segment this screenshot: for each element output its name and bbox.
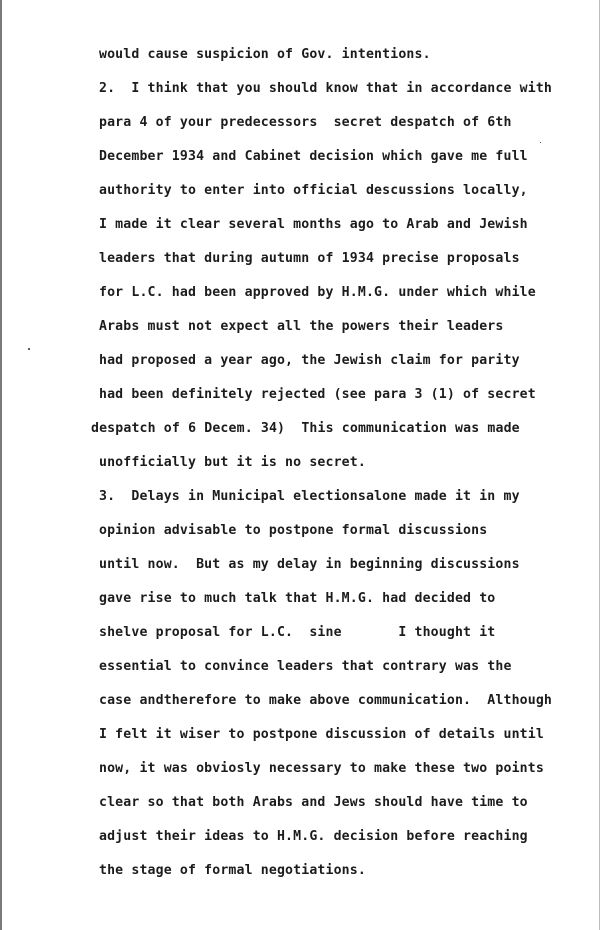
text-line: now, it was obviosly necessary to make these two points xyxy=(99,761,544,776)
text-line: had proposed a year ago, the Jewish claim for parity xyxy=(99,353,520,368)
text-line: opinion advisable to postpone formal discussions xyxy=(99,523,488,538)
text-line: 3. Delays in Municipal electionsalone made it in my xyxy=(99,489,520,504)
text-line: case andtherefore to make above communication. Although xyxy=(99,693,553,708)
text-line: Arabs must not expect all the powers their leaders xyxy=(99,319,504,334)
text-line: 2. I think that you should know that in accordance with xyxy=(99,81,553,96)
text-line: para 4 of your predecessors secret despatch of 6th xyxy=(99,115,512,130)
text-line: essential to convince leaders that contrary was the xyxy=(99,659,512,674)
text-line: authority to enter into official descussions locally, xyxy=(99,183,528,198)
scan-speck xyxy=(540,142,541,143)
text-line: clear so that both Arabs and Jews should have time to xyxy=(99,795,528,810)
text-line: December 1934 and Cabinet decision which gave me full xyxy=(99,149,528,164)
text-line: had been definitely rejected (see para 3 (1) of secret xyxy=(99,387,536,402)
text-line: would cause suspicion of Gov. intentions. xyxy=(99,47,431,62)
page-left-border xyxy=(0,0,2,930)
text-line: despatch of 6 Decem. 34) This communication was made xyxy=(91,421,520,436)
text-line: I made it clear several months ago to Arab and Jewish xyxy=(99,217,528,232)
text-line: for L.C. had been approved by H.M.G. under which while xyxy=(99,285,536,300)
text-line: the stage of formal negotiations. xyxy=(99,863,366,878)
scan-speck xyxy=(28,348,30,350)
text-line: I felt it wiser to postpone discussion of details until xyxy=(99,727,544,742)
text-line: adjust their ideas to H.M.G. decision before reaching xyxy=(99,829,528,844)
text-line: gave rise to much talk that H.M.G. had decided to xyxy=(99,591,496,606)
text-line: until now. But as my delay in beginning discussions xyxy=(99,557,520,572)
text-line: unofficially but it is no secret. xyxy=(99,455,366,470)
text-line: leaders that during autumn of 1934 precise proposals xyxy=(99,251,520,266)
text-line: shelve proposal for L.C. sine I thought it xyxy=(99,625,496,640)
